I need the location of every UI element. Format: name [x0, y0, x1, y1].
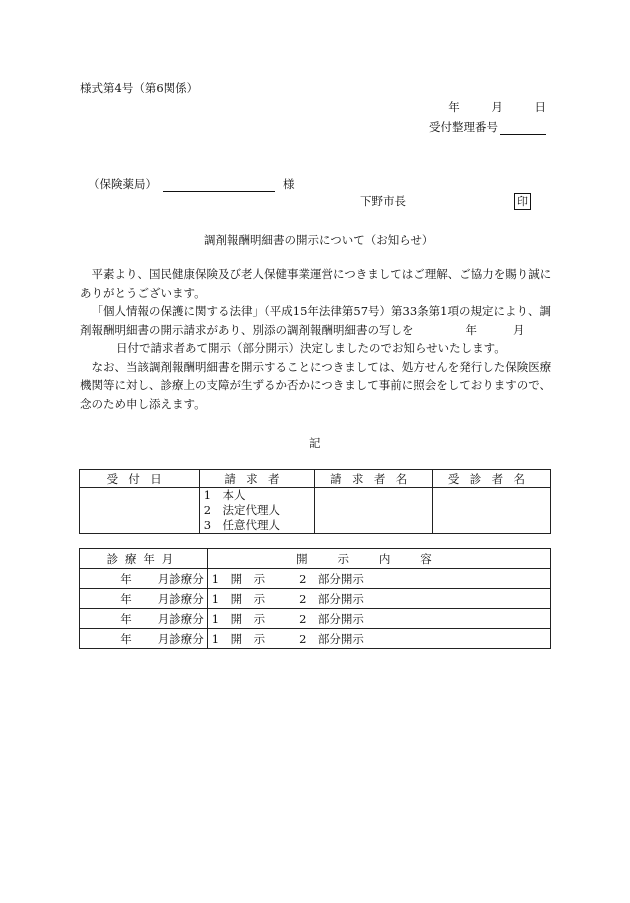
- table-row: [80, 589, 551, 609]
- disclosure-table: [79, 548, 551, 649]
- treatment-month-cell[interactable]: 年 月診療分: [80, 629, 208, 649]
- header-disclosure-content: 開示内容: [207, 549, 550, 569]
- date-line: [420, 99, 546, 115]
- reception-date-cell[interactable]: [80, 488, 200, 534]
- treatment-month-cell[interactable]: 年 月診療分: [80, 569, 208, 589]
- option-full-disclosure[interactable]: 1 開 示: [211, 631, 266, 646]
- option-partial-disclosure[interactable]: 2 部分開示: [299, 611, 364, 626]
- patient-name-cell[interactable]: [433, 488, 551, 534]
- option-partial-disclosure[interactable]: 2 部分開示: [299, 571, 364, 586]
- header-patient-name: 受診者名: [433, 470, 551, 488]
- option-partial-disclosure[interactable]: 2 部分開示: [299, 631, 364, 646]
- ki-heading: 記: [309, 436, 321, 450]
- recipient-honorific: 様: [283, 177, 295, 191]
- recipient-name-field[interactable]: [163, 179, 275, 192]
- receipt-label: 受付整理番号: [429, 120, 498, 134]
- table-row: [80, 569, 551, 589]
- body-paragraph-1: 平素より、国民健康保険及び老人保健事業運営につきましてはご理解、ご協力を賜り誠にありがとうございます。: [80, 267, 552, 300]
- date-month-label: 月: [491, 100, 503, 114]
- request-table: [79, 469, 551, 534]
- header-reception-date: 受付日: [80, 470, 200, 488]
- disclosure-option-cell: [207, 609, 550, 629]
- requester-option[interactable]: 2 法定代理人: [203, 503, 281, 517]
- option-full-disclosure[interactable]: 1 開 示: [211, 611, 266, 626]
- document-title: 調剤報酬明細書の開示について（お知らせ）: [204, 233, 434, 247]
- requester-name-cell[interactable]: [315, 488, 433, 534]
- recipient-line: [88, 176, 295, 192]
- recipient-prefix: （保険薬局）: [88, 177, 157, 191]
- requester-option[interactable]: 1 本人: [203, 488, 246, 502]
- header-requester-name: 請求者名: [315, 470, 433, 488]
- seal-mark: 印: [514, 193, 531, 210]
- table-row: [80, 629, 551, 649]
- header-treatment-month: 診療年月: [80, 549, 208, 569]
- body-text: [80, 265, 555, 413]
- treatment-month-cell[interactable]: 年 月診療分: [80, 609, 208, 629]
- requester-options-cell: [199, 488, 315, 534]
- treatment-month-cell[interactable]: 年 月診療分: [80, 589, 208, 609]
- option-partial-disclosure[interactable]: 2 部分開示: [299, 591, 364, 606]
- option-full-disclosure[interactable]: 1 開 示: [211, 591, 266, 606]
- option-full-disclosure[interactable]: 1 開 示: [211, 571, 266, 586]
- date-year-label: 年: [448, 100, 460, 114]
- body-paragraph-2: 「個人情報の保護に関する法律」（平成15年法律第57号）第33条第1項の規定により、調剤報酬明細書の開示請求があり、別添の調剤報酬明細書の写しを 年 月日付で請求者あて開示（部分開示）決定しましたのでお知らせいたします。: [80, 304, 551, 355]
- table-row: [80, 609, 551, 629]
- header-requester: 請求者: [199, 470, 315, 488]
- disclosure-option-cell: [207, 569, 550, 589]
- disclosure-option-cell: [207, 629, 550, 649]
- sender-name: 下野市長: [360, 194, 406, 208]
- requester-option[interactable]: 3 任意代理人: [203, 518, 281, 532]
- date-day-label: 日: [534, 100, 546, 114]
- body-paragraph-3: なお、当該調剤報酬明細書を開示することにつきましては、処方せんを発行した保険医療機関等に対し、診療上の支障が生ずるか否かにつきまして事前に照会をしておりますので、念のため申し添えます。: [80, 359, 552, 411]
- disclosure-option-cell: [207, 589, 550, 609]
- receipt-number: [429, 119, 546, 135]
- form-number: 様式第4号（第6関係）: [80, 81, 199, 95]
- receipt-number-field[interactable]: [500, 121, 546, 135]
